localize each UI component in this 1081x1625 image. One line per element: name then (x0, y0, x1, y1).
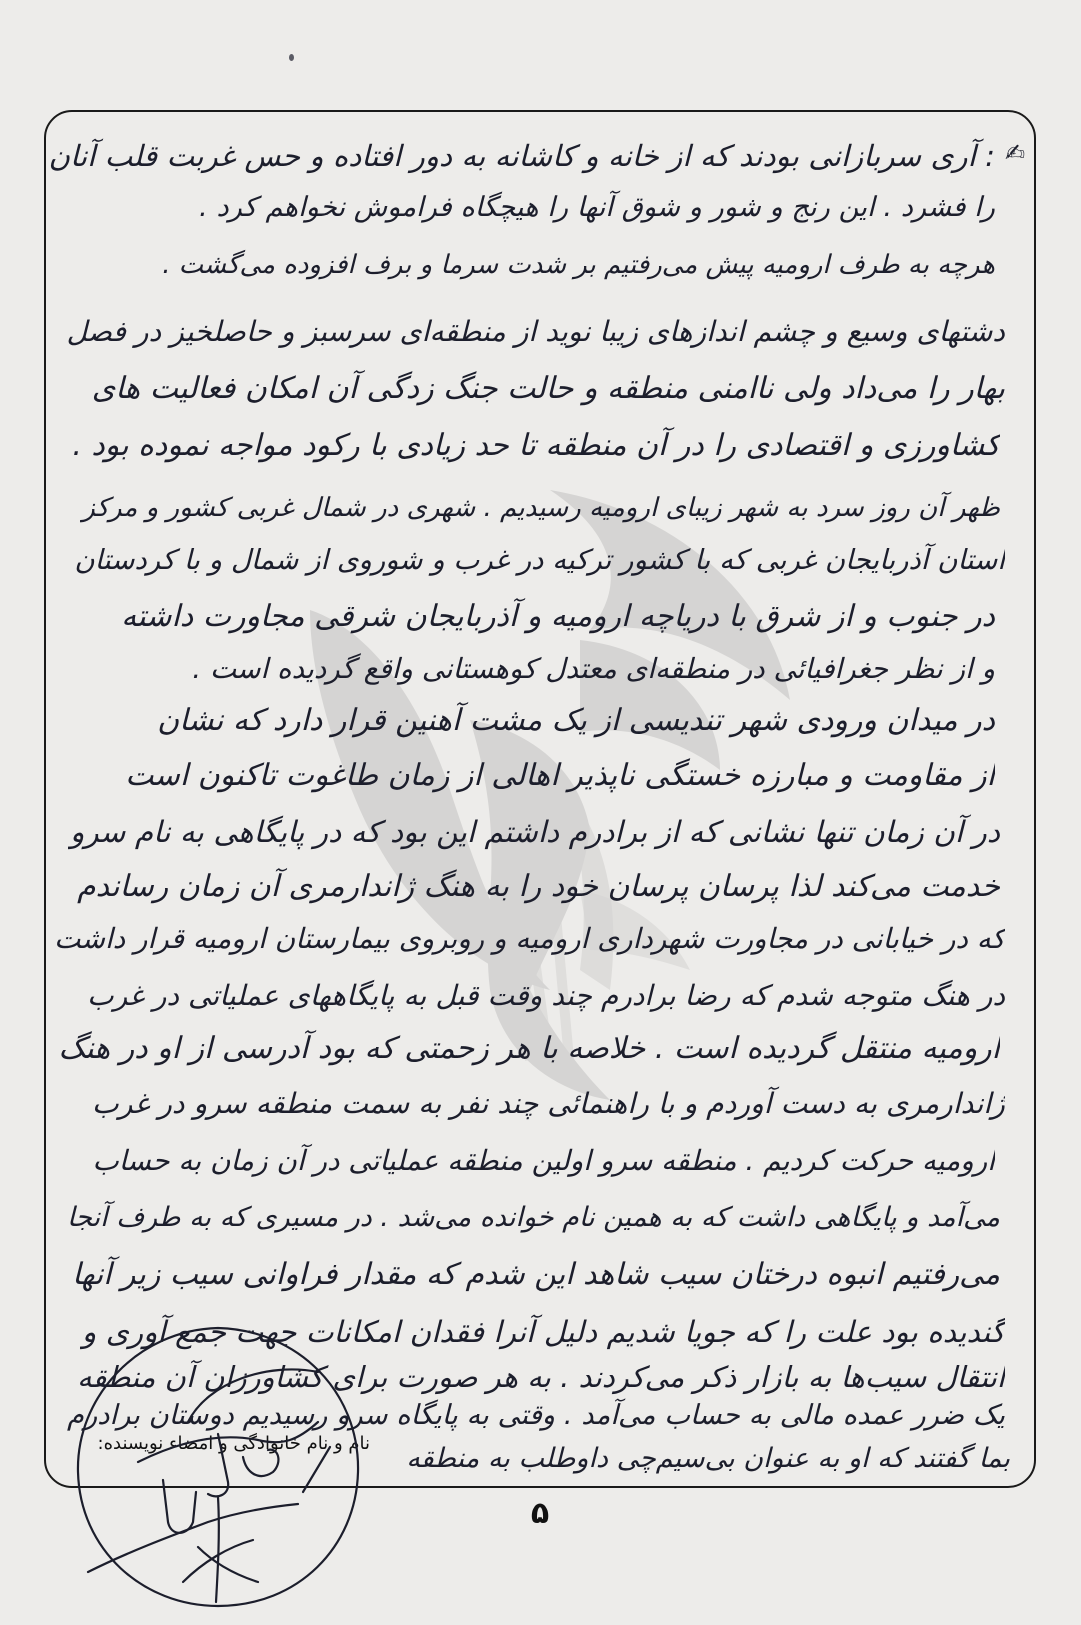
text-line-content: که در خیابانی در مجاورت شهرداری ارومیه و روبروی بیمارستان ارومیه قرار داشت (54, 922, 1005, 955)
text-line (160, 244, 995, 286)
text-line-content: انتقال سیب‌ها به بازار ذکر می‌کردند . به هر صورت برای کشاورزان آن منطقه (77, 1360, 1005, 1394)
writing-hand-icon (1000, 138, 1030, 168)
text-line (85, 975, 1005, 1017)
page-number: ۵ (530, 1496, 550, 1531)
text-line (197, 187, 995, 229)
text-line (90, 1140, 995, 1182)
text-line (75, 866, 1000, 908)
text-line-content: در جنوب و از شرق با دریاچه ارومیه و آذربایجان شرقی مجاورت داشته (121, 599, 995, 634)
text-line-content: هرچه به طرف ارومیه پیش می‌رفتیم بر شدت سرما و برف افزوده می‌گشت . (162, 250, 995, 280)
text-line-content: ارومیه منتقل گردیده است . خلاصه با هر زحمتی که بود آدرسی از او در هنگ (58, 1031, 1000, 1066)
author-signature-label: نام و نام خانوادگی و امضاء نویسنده: (97, 1433, 370, 1454)
text-line-content: خدمت می‌کند لذا پرسان پرسان خود را به هنگ ژاندارمری آن زمان رساندم (77, 869, 1000, 904)
text-line-content: گندیده بود علت را که جویا شدیم دلیل آنرا فقدان امکانات جهت جمع آوری و (82, 1315, 1005, 1349)
text-line-content: در میدان ورودی شهر تندیسی از یک مشت آهنین قرار دارد که نشان (157, 703, 995, 738)
text-line-content: بهار را می‌داد ولی ناامنی منطقه و حالت جنگ زدگی آن امکان فعالیت های (91, 371, 1005, 406)
text-line (70, 1254, 1000, 1296)
text-line-content: را فشرد . این رنج و شور و شوق آنها را هیچگاه فراموش نخواهم کرد . (199, 192, 995, 223)
text-line (65, 1197, 1000, 1239)
text-line-content: ژاندارمری به دست آوردم و با راهنمائی چند نفر به سمت منطقه سرو در غرب (92, 1087, 1005, 1120)
text-line-content: می‌آمد و پایگاهی داشت که به همین نام خوانده می‌شد . در مسیری که به طرف آنجا (67, 1202, 1000, 1233)
text-line (90, 1083, 1005, 1125)
text-line-content: ارومیه حرکت کردیم . منطقه سرو اولین منطقه عملیاتی در آن زمان به حساب (92, 1144, 995, 1177)
text-line (95, 596, 995, 638)
text-line-content: در هنگ متوجه شدم که رضا برادرم چند وقت قبل به پایگاههای عملیاتی در غرب (87, 979, 1005, 1012)
text-line (190, 648, 995, 690)
text-line-content: از مقاومت و مبارزه خستگی ناپذیر اهالی از زمان طاغوت تاکنون است (125, 758, 995, 793)
text-line (80, 487, 1000, 529)
text-line (67, 368, 1005, 410)
text-line-content: : آری سربازانی بودند که از خانه و کاشانه به دور افتاده و حس غربت قلب آنان (48, 139, 995, 173)
text-line (404, 1438, 1010, 1480)
text-line (70, 700, 995, 742)
text-line (50, 1028, 1000, 1070)
text-line-content: و از نظر جغرافیائی در منطقه‌ای معتدل کوهستانی واقع گردیده است . (192, 652, 995, 685)
text-line-content: بما گفتند که او به عنوان بی‌سیم‌چی داوطلب به منطقه (406, 1443, 1010, 1474)
text-line-content: یک ضرر عمده مالی به حساب می‌آمد . وقتی به پایگاه سرو رسیدیم دوستان برادرم (67, 1400, 1005, 1431)
text-line-content: ظهر آن روز سرد به شهر زیبای ارومیه رسیدیم . شهری در شمال غربی کشور و مرکز (82, 493, 1000, 523)
stray-ink-mark (289, 54, 294, 61)
text-line (55, 755, 995, 797)
text-line (52, 918, 1005, 960)
text-line-content: در آن زمان تنها نشانی که از برادرم داشتم این بود که در پایگاهی به نام سرو (70, 815, 1000, 849)
text-line-content: کشاورزی و اقتصادی را در آن منطقه تا حد زیادی با رکود مواجه نموده بود . (72, 428, 1000, 463)
text-line (67, 425, 1000, 467)
text-line-content: استان آذربایجان غربی که با کشور ترکیه در غرب و شوروی از شمال و با کردستان (74, 543, 1005, 576)
text-line (68, 811, 1000, 853)
text-line-content: می‌رفتیم انبوه درختان سیب شاهد این شدم که مقدار فراوانی سیب زیر آنها (72, 1257, 1000, 1292)
text-line (46, 135, 995, 177)
handwritten-signature (68, 1322, 368, 1614)
text-line-content: دشتهای وسیع و چشم اندازهای زیبا نوید از منطقه‌ای سرسبز و حاصلخیز در فصل (66, 315, 1005, 348)
text-line (48, 311, 1005, 353)
text-line (72, 539, 1005, 581)
